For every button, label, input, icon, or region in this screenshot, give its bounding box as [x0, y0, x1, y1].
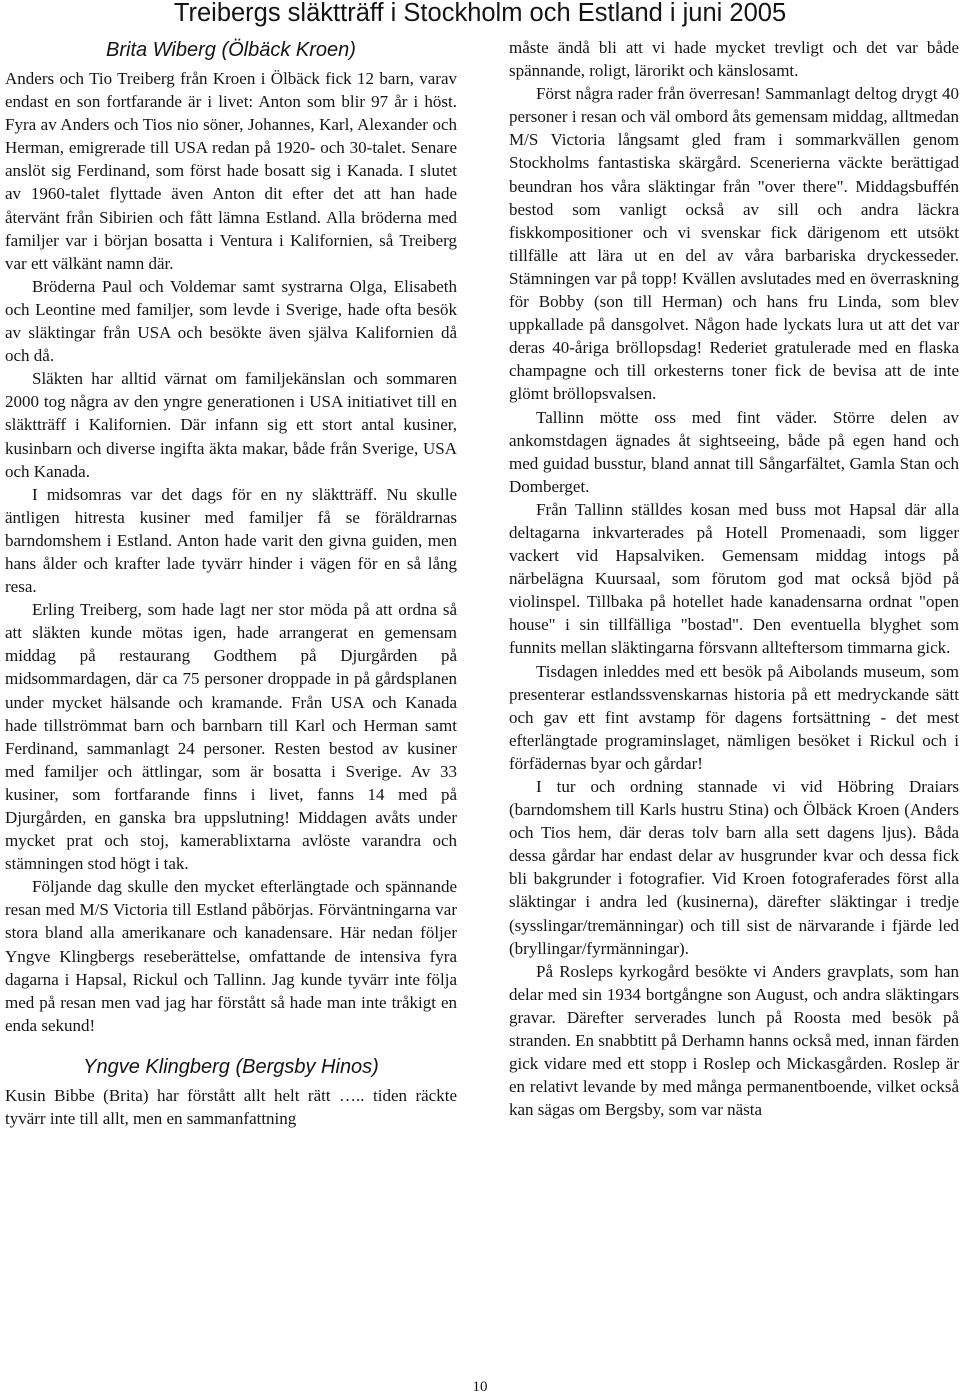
article-paragraph: Först några rader från överresan! Sammanlagt deltog drygt 40 personer i resan och väl ombord åts gemensam middag, alltmedan M/S Victoria långsamt gled fram i sommarkvällen genom Stockholms fantastiska skärgård. Scenerierna väckte berättigad beundran hos våra släktingar från "over there". Middagsbuffén bestod som vanligt också av sill och andra läckra fiskkompositioner och vi svenskar fick därigenom ett utsökt tillfälle att lära ut en del av våra barbariska dryckesseder. Stämningen var på topp! Kvällen avslutades med en överraskning för Bobby (son till Herman) och hans fru Linda, som blev uppkallade på dansgolvet. Någon hade lyckats lura ut att det var deras 40-åriga bröllopsdag! Rederiet gratulerade med en flaska champagne och till orkesterns toner fick de bevisa att de inte glömt bröllopsvalsen. [509, 84, 959, 404]
article-paragraph: Tallinn mötte oss med fint väder. Större delen av ankomstdagen ägnades åt sightseeing, både på egen hand och med guidad busstur, bland annat till Sångarfältet, Gamla Stan och Domberget. [509, 407, 959, 496]
article-paragraph: Tisdagen inleddes med ett besök på Aibolands museum, som presenterar estlandssvenskarnas historia på ett medryckande sätt och gav ett fint avstamp för dagens fortsättning - det mest efterlängtade programinslaget, nämligen besöket i Rickul och i förfädernas byar och gårdar! [509, 661, 959, 773]
article-paragraph: Erling Treiberg, som hade lagt ner stor möda på att ordna så att släkten kunde mötas igen, hade arrangerat en gemensam middag på restaurang Godthem på Djurgården på midsommardagen, där ca 75 personer droppade in på gårdsplanen under mycket hälsande och kramande. Från USA och Kanada hade tillströmmat barn och barnbarn till Karl och Herman samt Ferdinand, sammanlagt 24 personer. Resten bestod av kusiner med familjer och ättlingar, som är bosatta i Sverige. Av 33 kusiner, som fortfarande finns i livet, fanns 14 med på Djurgården, en ganska bra uppslutning! Middagen avåts under mycket prat och stoj, kamerablixtarna avlöste varandra och stämningen stod högt i tak. [5, 600, 457, 874]
byline-yngve: Yngve Klingberg (Bergsby Hinos) [83, 1055, 379, 1078]
left-column [5, 36, 457, 1130]
page-title: Treibergs släktträff i Stockholm och Estland i juni 2005 [173, 0, 787, 27]
article-paragraph: Bröderna Paul och Voldemar samt systrarna Olga, Elisabeth och Leontine med familjer, som levde i Sverige, hade ofta besök av släktingar från USA och besökte även själva Kalifornien då och då. [5, 276, 457, 366]
article-paragraph: Följande dag skulle den mycket efterlängtade och spännande resan med M/S Victoria till Estland påbörjas. Förväntningarna var stora bland alla amerikanare och kanadensare. Här nedan följer Yngve Klingbergs reseberättelse, omfattande de intensiva fyra dagarna i Hapsal, Rickul och Tallinn. Jag kunde tyvärr inte följa med på resan men vad jag har förstått så hade man inte tråkigt en enda sekund! [5, 877, 457, 1035]
byline-brita: Brita Wiberg (Ölbäck Kroen) [106, 39, 356, 61]
article-paragraph: Kusin Bibbe (Brita) har förstått allt helt rätt ….. tiden räckte tyvärr inte till allt, men en sammanfattning [5, 1085, 457, 1129]
article-paragraph: I midsomras var det dags för en ny släktträff. Nu skulle äntligen hitresta kusiner med familjer få se föräldrarnas barndomshem i Estland. Anton hade varit den givna guiden, men hans ålder och krafter lade tyvärr hinder i vägen för en så lång resa. [5, 484, 457, 597]
article-paragraph: Från Tallinn ställdes kosan med buss mot Hapsal där alla deltagarna inkvarterades på Hotell Promenaadi, som ligger vackert vid Hapsalviken. Gemensam middag intogs på närbelägna Kuursaal, som förutom god mat också bjöd på violinspel. Tillbaka på hotellet hade kanadensarna ordnat "open house" i sin tillfälliga "bostad". Den eventuella blyghet som funnits mellan släktingarna försvann allteftersom timmarna gick. [509, 499, 959, 658]
article-paragraph: Anders och Tio Treiberg från Kroen i Ölbäck fick 12 barn, varav endast en son fortfarande är i livet: Anton som blir 97 år i höst. Fyra av Anders och Tios nio söner, Johannes, Karl, Alexander och Herman, emigrerade till USA redan på 1920- och 30-talet. Senare anslöt sig Ferdinand, som först hade bosatt sig i Kanada. I slutet av 1960-talet flyttade även Anton dit efter det att han hade återvänt från Sibirien och fått lämna Estland. Alla bröderna med familjer var i början bosatta i Ventura i Kalifornien, så Treiberg var ett välkänt namn där. [5, 69, 457, 273]
article-paragraph: I tur och ordning stannade vi vid Höbring Draiars (barndomshem till Karls hustru Stina) och Ölbäck Kroen (Anders och Tios hem, där deras tolv barn alla sett dagens ljus). Båda dessa gårdar har endast delar av husgrunder kvar och dessa fick bli bakgrunder i fotografier. Vid Kroen fotograferades först alla släktingar i andra led (kusinerna), därefter släktingar i tredje (sysslingar/tremänningar) och till sist de närvarande i fjärde led (bryllingar/fyrmänningar). [509, 777, 959, 958]
article-paragraph: Släkten har alltid värnat om familjekänslan och sommaren 2000 tog några av den yngre generationen i USA initiativet till en släktträff i Kalifornien. Där infann sig ett stort antal kusiner, kusinbarn och diverse ingifta äkta makar, både från Sverige, USA och Kanada. [5, 369, 457, 481]
right-column [509, 36, 959, 1121]
article-paragraph: måste ändå bli att vi hade mycket trevligt och det var både spännande, roligt, lärorikt och känslosamt. [509, 38, 959, 81]
page-number: 10 [472, 1379, 488, 1395]
article-paragraph: På Rosleps kyrkogård besökte vi Anders gravplats, som han delar med sin 1934 bortgångne son August, och andra släktingars gravar. Därefter serverades lunch på Roosta med besök på stranden. En snabbtitt på Derhamn hanns också med, innan färden gick vidare med ett stopp i Roslep och Mickasgården. Roslep är en relativt levande by med många permanentboende, vilket också kan sägas om Bergsby, som var nästa [509, 961, 959, 1120]
